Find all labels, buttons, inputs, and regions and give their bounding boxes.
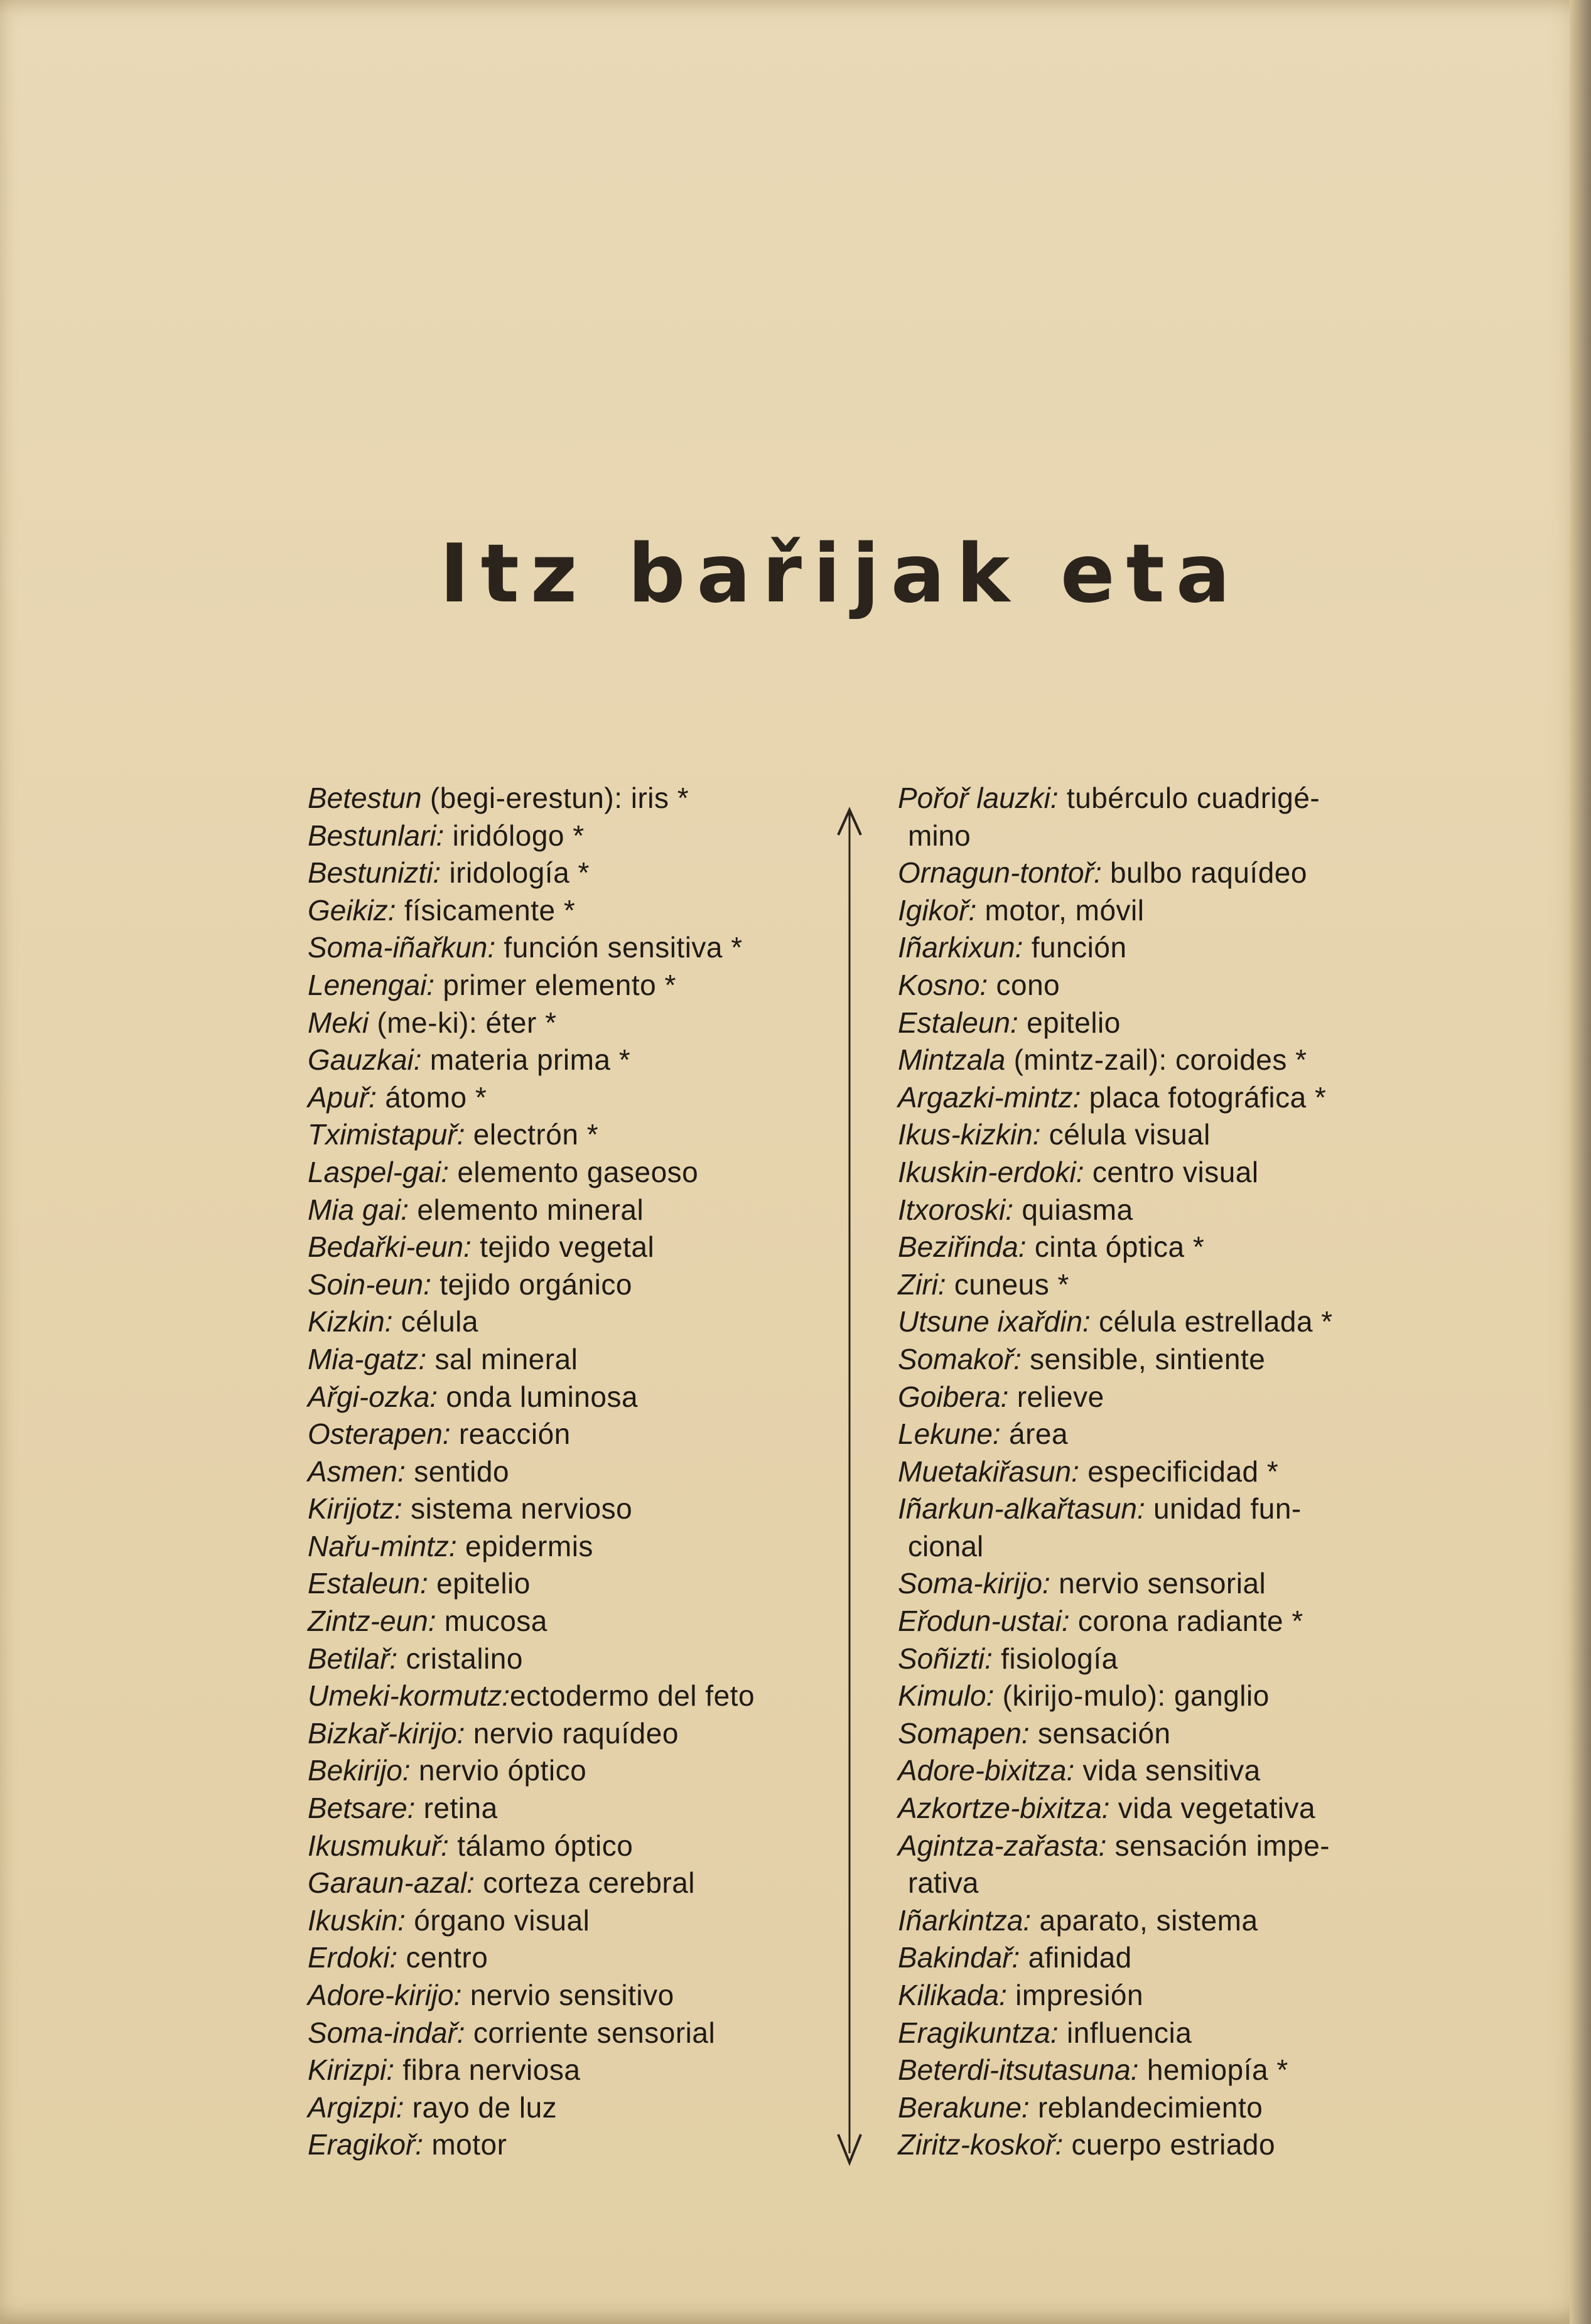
right-column <box>898 780 1400 2164</box>
entry-definition: sensación impe- <box>1106 1829 1330 1862</box>
entry-definition: sal mineral <box>426 1342 578 1375</box>
entry-definition: nervio sensorial <box>1050 1567 1266 1600</box>
entry-definition: elemento gaseoso <box>449 1155 699 1188</box>
entry-definition: cinta óptica * <box>1026 1230 1205 1264</box>
entry-definition: cuneus * <box>946 1267 1069 1301</box>
entry-term: Pořoř lauzki: <box>898 782 1059 814</box>
entry-definition: epitelio <box>1018 1006 1121 1039</box>
entry-term: Argazki-mintz: <box>898 1080 1081 1114</box>
entry-definition: rayo de luz <box>404 2090 558 2124</box>
left-column <box>308 780 829 2164</box>
glossary-entry <box>898 1266 1400 1304</box>
entry-definition: vida sensitiva <box>1074 1754 1261 1787</box>
entry-definition: tubérculo cuadrigé- <box>1058 782 1320 814</box>
entry-definition: motor, móvil <box>976 893 1145 927</box>
entry-term: Asmen: <box>308 1455 406 1488</box>
page-edge <box>1570 0 1591 2324</box>
entry-term: Betestun <box>308 782 422 814</box>
entry-definition: corona radiante * <box>1069 1605 1303 1638</box>
glossary-entry <box>308 1229 829 1266</box>
entry-definition: (me-ki): éter * <box>369 1006 557 1039</box>
glossary-entry <box>308 1079 829 1117</box>
glossary-entry <box>898 1341 1400 1379</box>
entry-term: Iñarkun-alkařtasun: <box>898 1492 1145 1525</box>
glossary-entry <box>308 1939 829 1977</box>
entry-definition: tejido orgánico <box>431 1267 632 1301</box>
entry-term: Osterapen: <box>308 1418 451 1451</box>
entry-term: Estaleun: <box>308 1567 428 1600</box>
entry-term: Betsare: <box>308 1792 416 1825</box>
column-divider <box>848 797 851 2178</box>
glossary-entry <box>308 1341 829 1379</box>
glossary-entry <box>308 2126 829 2164</box>
entry-term: Mia-gatz: <box>308 1342 427 1375</box>
entry-definition: reblandecimiento <box>1029 2090 1263 2124</box>
entry-definition: especificidad * <box>1079 1455 1279 1488</box>
entry-term: Lenengai: <box>308 968 435 1001</box>
entry-term: Bedařki-eun: <box>308 1230 472 1264</box>
entry-definition: motor <box>423 2128 507 2161</box>
glossary-entry <box>898 1154 1400 1192</box>
entry-term: Ziri: <box>898 1267 946 1301</box>
entry-term: Soin-eun: <box>308 1267 431 1301</box>
glossary-entry <box>308 1116 829 1154</box>
entry-definition: retina <box>415 1792 498 1825</box>
glossary-entry <box>898 1752 1400 1790</box>
entry-term: Kirijotz: <box>308 1492 402 1525</box>
glossary-entry <box>898 929 1400 967</box>
entry-definition: onda luminosa <box>438 1380 639 1413</box>
glossary-entry <box>308 1603 829 1640</box>
entry-term: Goibera: <box>898 1380 1009 1413</box>
entry-definition: iridología * <box>441 856 590 890</box>
entry-definition: sensación <box>1029 1716 1171 1750</box>
glossary-entry <box>308 854 829 892</box>
entry-term: Ikuskin: <box>308 1903 406 1937</box>
entry-definition: tálamo óptico <box>448 1829 634 1862</box>
entry-definition: mucosa <box>436 1605 547 1638</box>
entry-definition: célula <box>392 1305 478 1338</box>
entry-definition: cristalino <box>397 1642 523 1675</box>
entry-definition: corriente sensorial <box>465 2016 716 2049</box>
entry-term: Garaun-azal: <box>308 1866 475 1900</box>
glossary-entry <box>898 1229 1400 1266</box>
glossary-entry <box>898 1490 1400 1528</box>
entry-term: Kosno: <box>898 968 988 1001</box>
glossary-entry <box>308 1303 829 1341</box>
entry-definition: órgano visual <box>405 1903 590 1937</box>
glossary-entry <box>308 2052 829 2089</box>
entry-term: Ornagun-tontoř: <box>898 856 1102 890</box>
entry-definition: electrón * <box>465 1118 599 1151</box>
glossary-entry <box>898 1416 1400 1453</box>
entry-definition: fibra nerviosa <box>394 2053 581 2087</box>
glossary-entry <box>308 892 829 930</box>
entry-definition: epidermis <box>456 1529 593 1563</box>
glossary-entry <box>898 1977 1400 2015</box>
glossary-entry <box>898 2052 1400 2089</box>
entry-definition: tejido vegetal <box>471 1230 655 1264</box>
entry-term: Mia gai: <box>308 1193 409 1226</box>
entry-definition: sentido <box>405 1455 510 1488</box>
entry-definition: célula estrellada * <box>1090 1305 1333 1338</box>
entry-definition: célula visual <box>1040 1118 1211 1151</box>
entry-definition: corteza cerebral <box>474 1866 696 1900</box>
glossary-entry <box>898 1565 1400 1603</box>
entry-term: Adore-bixitza: <box>898 1754 1075 1787</box>
entry-term: Ziritz-koskoř: <box>898 2128 1064 2161</box>
glossary-entry <box>308 1528 829 1566</box>
entry-definition: ectodermo del feto <box>510 1679 755 1713</box>
entry-term: Gauzkai: <box>308 1043 422 1077</box>
glossary-entry <box>898 1902 1400 1940</box>
entry-term: Soma-iñařkun: <box>308 931 496 964</box>
glossary-entry <box>308 1453 829 1491</box>
glossary-entry <box>308 1416 829 1453</box>
entry-term: Meki <box>308 1006 369 1039</box>
glossary-entry <box>308 1902 829 1940</box>
entry-term: Umeki-kormutz: <box>308 1679 510 1713</box>
entry-term: Igikoř: <box>898 893 977 927</box>
entry-term: Kirizpi: <box>308 2053 395 2087</box>
glossary-entry <box>898 2015 1400 2052</box>
glossary-entry <box>898 1827 1400 1865</box>
entry-definition: función <box>1023 931 1127 964</box>
entry-definition: (kirijo-mulo): ganglio <box>994 1679 1270 1713</box>
glossary-entry <box>308 929 829 967</box>
glossary-entry <box>898 967 1400 1004</box>
glossary-entry <box>308 1827 829 1865</box>
entry-definition: iridólogo * <box>444 819 585 852</box>
entry-term: Bizkař-kirijo: <box>308 1716 465 1750</box>
glossary-entry <box>898 1192 1400 1229</box>
entry-term: Agintza-zařasta: <box>898 1829 1107 1862</box>
entry-term: Beterdi-itsutasuna: <box>898 2053 1139 2087</box>
entry-definition: hemiopía * <box>1138 2053 1288 2087</box>
entry-definition: relieve <box>1008 1380 1104 1413</box>
entry-term: Ikusmukuř: <box>308 1829 449 1862</box>
glossary-entry <box>308 1977 829 2015</box>
glossary-entry <box>898 1041 1400 1079</box>
entry-term: Bestunlari: <box>308 819 445 852</box>
entry-term: Somapen: <box>898 1716 1030 1750</box>
glossary-entry <box>898 1453 1400 1491</box>
glossary-entry <box>308 967 829 1004</box>
entry-term: Bestunizti: <box>308 856 441 890</box>
entry-term: Eragikuntza: <box>898 2016 1059 2049</box>
entry-definition: nervio óptico <box>410 1754 587 1787</box>
entry-definition: nervio raquídeo <box>465 1716 679 1750</box>
entry-definition: aparato, sistema <box>1031 1903 1258 1937</box>
glossary-entry <box>308 1041 829 1079</box>
entry-definition: afinidad <box>1020 1941 1132 1974</box>
entry-definition: físicamente * <box>396 893 576 927</box>
glossary-entry <box>308 1752 829 1790</box>
entry-term: Azkortze-bixitza: <box>898 1792 1110 1825</box>
entry-definition-continuation: cional <box>908 1529 984 1563</box>
entry-definition: cuerpo estriado <box>1063 2128 1276 2161</box>
glossary-entry <box>898 892 1400 930</box>
entry-term: Nařu-mintz: <box>308 1529 457 1563</box>
entry-term: Iñarkixun: <box>898 931 1023 964</box>
entry-term: Bekirijo: <box>308 1754 411 1787</box>
entry-definition: unidad fun- <box>1145 1492 1302 1525</box>
glossary-entry <box>308 1379 829 1416</box>
entry-definition: quiasma <box>1013 1193 1133 1226</box>
divider-arrow-line <box>831 797 868 2178</box>
entry-term: Berakune: <box>898 2090 1030 2124</box>
entry-definition: reacción <box>450 1418 571 1451</box>
entry-term: Laspel-gai: <box>308 1155 450 1188</box>
glossary-entry <box>308 817 829 855</box>
entry-term: Kimulo: <box>898 1679 995 1713</box>
entry-definition: bulbo raquídeo <box>1101 856 1307 890</box>
entry-term: Iñarkintza: <box>898 1903 1032 1937</box>
entry-definition: fisiología <box>992 1642 1118 1675</box>
entry-term: Ařgi-ozka: <box>308 1380 438 1413</box>
entry-term: Somakoř: <box>898 1342 1022 1375</box>
entry-term: Itxoroski: <box>898 1193 1014 1226</box>
entry-definition: epitelio <box>428 1567 531 1600</box>
entry-term: Eragikoř: <box>308 2128 424 2161</box>
entry-term: Mintzala <box>898 1043 1006 1077</box>
entry-definition: sensible, sintiente <box>1021 1342 1266 1375</box>
entry-term: Muetakiřasun: <box>898 1455 1079 1488</box>
glossary-entry <box>308 1004 829 1042</box>
glossary-entry <box>308 1154 829 1192</box>
entry-term: Kizkin: <box>308 1305 393 1338</box>
entry-term: Lekune: <box>898 1418 1001 1451</box>
entry-term: Argizpi: <box>308 2090 404 2124</box>
entry-term: Adore-kirijo: <box>308 1979 462 2011</box>
glossary-entry <box>308 1266 829 1304</box>
entry-definition: impresión <box>1006 1979 1144 2011</box>
glossary-entry <box>308 1715 829 1753</box>
glossary-entry <box>898 1790 1400 1827</box>
entry-term: Soma-indař: <box>308 2016 465 2049</box>
glossary-entry <box>308 1790 829 1827</box>
entry-term: Utsune ixařdin: <box>898 1305 1091 1338</box>
entry-term: Estaleun: <box>898 1006 1018 1039</box>
entry-term: Tximistapuř: <box>308 1118 465 1151</box>
glossary-entry <box>308 1490 829 1528</box>
entry-definition: (begi-erestun): iris * <box>421 782 689 814</box>
entry-term: Soñizti: <box>898 1642 993 1675</box>
glossary-entry <box>898 1715 1400 1753</box>
glossary-entry <box>898 1939 1400 1977</box>
entry-term: Beziřinda: <box>898 1230 1027 1264</box>
entry-definition: primer elemento * <box>434 968 676 1001</box>
glossary-entry <box>898 854 1400 892</box>
glossary-entry <box>308 1677 829 1715</box>
entry-term: Geikiz: <box>308 893 396 927</box>
entry-definition: centro <box>397 1941 488 1974</box>
glossary-entry <box>308 780 829 817</box>
glossary-entry <box>898 2126 1400 2164</box>
glossary-entry <box>898 2089 1400 2127</box>
glossary-entry <box>308 1640 829 1678</box>
entry-term: Zintz-eun: <box>308 1605 436 1638</box>
glossary-entry <box>898 1677 1400 1715</box>
entry-definition: centro visual <box>1084 1155 1259 1188</box>
entry-definition: (mintz-zail): coroides * <box>1005 1043 1307 1077</box>
entry-definition: influencia <box>1058 2016 1192 2049</box>
entry-definition: función sensitiva * <box>495 931 743 964</box>
entry-term: Eřodun-ustai: <box>898 1605 1070 1638</box>
entry-term: Ikus-kizkin: <box>898 1118 1041 1151</box>
glossary-entry <box>898 1116 1400 1154</box>
glossary-entry <box>898 1079 1400 1117</box>
entry-definition: placa fotográfica * <box>1081 1080 1327 1114</box>
entry-definition: elemento mineral <box>409 1193 644 1226</box>
entry-definition: vida vegetativa <box>1109 1792 1316 1825</box>
glossary-entry <box>308 1192 829 1229</box>
glossary-entry <box>308 1864 829 1902</box>
entry-term: Apuř: <box>308 1080 377 1114</box>
entry-term: Ikuskin-erdoki: <box>898 1155 1084 1188</box>
entry-term: Soma-kirijo: <box>898 1567 1050 1600</box>
glossary-entry <box>308 2015 829 2052</box>
entry-definition: átomo * <box>376 1080 487 1114</box>
entry-term: Bakindař: <box>898 1941 1020 1974</box>
glossary-entry <box>308 2089 829 2127</box>
entry-definition-continuation: rativa <box>908 1866 979 1900</box>
entry-definition: sistema nervioso <box>402 1492 633 1525</box>
entry-term: Betilař: <box>308 1642 398 1675</box>
entry-definition: cono <box>988 968 1060 1001</box>
glossary-entry <box>898 1640 1400 1678</box>
entry-term: Erdoki: <box>308 1941 398 1974</box>
entry-definition: materia prima * <box>421 1043 631 1077</box>
entry-definition: área <box>1000 1418 1069 1451</box>
glossary-entry <box>898 1379 1400 1416</box>
entry-term: Kilikada: <box>898 1979 1007 2011</box>
glossary-entry <box>898 1603 1400 1640</box>
entry-definition-continuation: mino <box>908 819 971 852</box>
glossary-entry <box>898 780 1400 817</box>
page-title: Itz bařijak eta <box>440 527 1242 621</box>
entry-definition: nervio sensitivo <box>461 1979 674 2011</box>
glossary-entry <box>898 1004 1400 1042</box>
glossary-entry <box>308 1565 829 1603</box>
glossary-entry <box>898 1303 1400 1341</box>
